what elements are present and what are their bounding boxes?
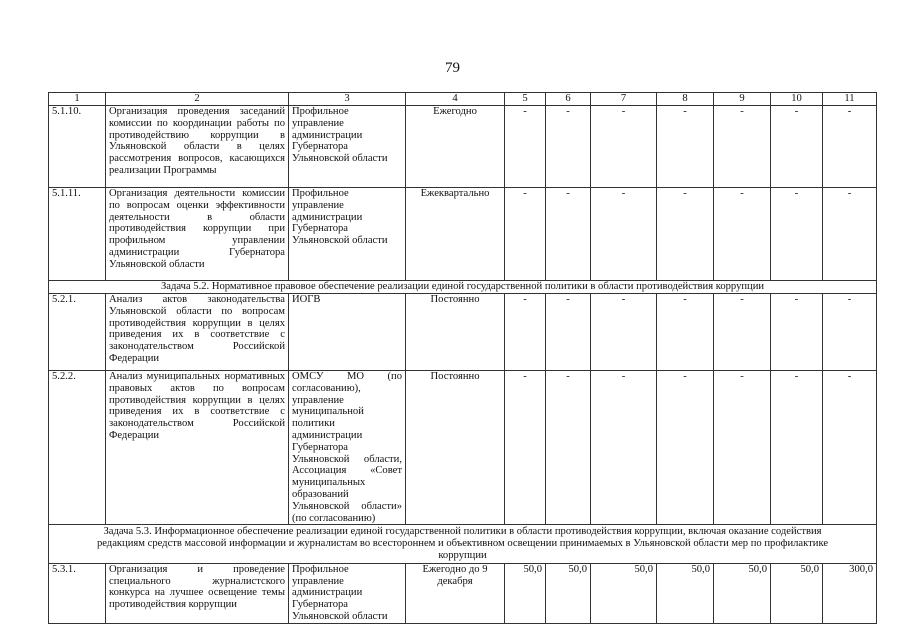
column-number: 6	[546, 93, 591, 106]
term-text: Ежегодно	[406, 106, 505, 188]
task-heading: Задача 5.2. Нормативное правовое обеспечение реализации единой государственной политики в области противодействия коррупции	[49, 281, 877, 294]
task-heading: Задача 5.3. Информационное обеспечение реализации единой государственной политики в области противодействия коррупции, включая оказание содействия редакциям средств массовой информации и журналистам во всестороннем и объективном освещении принимаемых в Ульяновской области мер по профилактике коррупции	[49, 525, 877, 563]
value-cell: -	[823, 371, 877, 525]
measure-text: Анализ муниципальных нормативных правовых актов по вопросам противодействия коррупции в целях приведения их в соответствие с законодательством Российской Федерации	[106, 371, 289, 525]
value-cell: -	[657, 294, 714, 371]
task-heading-row	[49, 525, 877, 563]
value-cell: 50,0	[657, 563, 714, 623]
measure-text: Анализ актов законодательства Ульяновской области по вопросам противодействия коррупции в целях приведения их в соответствие с законодательством Российской Федерации	[106, 294, 289, 371]
page-number: 79	[445, 60, 460, 76]
executor-text: Профильное управление администрации Губернатора Ульяновской области	[289, 106, 406, 188]
executor-text: Профильное управление администрации Губернатора Ульяновской области	[289, 563, 406, 623]
table-row	[49, 563, 877, 623]
value-cell: -	[505, 188, 546, 281]
value-cell: -	[657, 106, 714, 188]
row-number: 5.1.10.	[49, 106, 106, 188]
table-row	[49, 188, 877, 281]
value-cell: -	[546, 371, 591, 525]
value-cell: -	[591, 188, 657, 281]
value-cell: 300,0	[823, 563, 877, 623]
value-cell: -	[505, 371, 546, 525]
term-text: Ежеквартально	[406, 188, 505, 281]
value-cell: -	[657, 371, 714, 525]
executor-text: ОМСУ МО (по согласованию), управление муниципальной политики администрации Губернатора Ульяновской области, Ассоциация «Совет муниципальных образований Ульяновской области» (по согласованию)	[289, 371, 406, 525]
value-cell: 50,0	[505, 563, 546, 623]
term-text: Постоянно	[406, 294, 505, 371]
row-number: 5.1.11.	[49, 188, 106, 281]
measure-text: Организация деятельности комиссии по вопросам оценки эффективности деятельности в области противодействия коррупции при профильном управлении администрации Губернатора Ульяновской области	[106, 188, 289, 281]
measure-text: Организация проведения заседаний комиссии по координации работы по противодействию коррупции в Ульяновской области в целях рассмотрения вопросов, касающихся реализации Программы	[106, 106, 289, 188]
column-number: 9	[714, 93, 771, 106]
value-cell: -	[823, 294, 877, 371]
value-cell: -	[823, 106, 877, 188]
column-numbers-row	[49, 93, 877, 106]
table-row	[49, 106, 877, 188]
value-cell: -	[657, 188, 714, 281]
value-cell: 50,0	[714, 563, 771, 623]
column-number: 7	[591, 93, 657, 106]
value-cell: -	[505, 294, 546, 371]
row-number: 5.3.1.	[49, 563, 106, 623]
value-cell: -	[714, 188, 771, 281]
term-text: Постоянно	[406, 371, 505, 525]
value-cell: -	[771, 188, 823, 281]
value-cell: -	[546, 188, 591, 281]
measure-text: Организация и проведение специального журналистского конкурса на лучшее освещение темы противодействия коррупции	[106, 563, 289, 623]
value-cell: 50,0	[771, 563, 823, 623]
value-cell: -	[591, 106, 657, 188]
value-cell: -	[823, 188, 877, 281]
value-cell: -	[591, 294, 657, 371]
column-number: 2	[106, 93, 289, 106]
program-table	[48, 92, 877, 624]
row-number: 5.2.2.	[49, 371, 106, 525]
value-cell: 50,0	[591, 563, 657, 623]
table-row	[49, 371, 877, 525]
column-number: 11	[823, 93, 877, 106]
value-cell: -	[714, 371, 771, 525]
column-number: 1	[49, 93, 106, 106]
value-cell: -	[505, 106, 546, 188]
column-number: 4	[406, 93, 505, 106]
value-cell: -	[771, 371, 823, 525]
value-cell: -	[546, 106, 591, 188]
column-number: 5	[505, 93, 546, 106]
row-number: 5.2.1.	[49, 294, 106, 371]
value-cell: -	[771, 294, 823, 371]
column-number: 8	[657, 93, 714, 106]
value-cell: -	[591, 371, 657, 525]
value-cell: -	[771, 106, 823, 188]
value-cell: -	[714, 106, 771, 188]
value-cell: -	[546, 294, 591, 371]
value-cell: 50,0	[546, 563, 591, 623]
executor-text: ИОГВ	[289, 294, 406, 371]
column-number: 3	[289, 93, 406, 106]
task-heading-row	[49, 281, 877, 294]
executor-text: Профильное управление администрации Губернатора Ульяновской области	[289, 188, 406, 281]
value-cell: -	[714, 294, 771, 371]
column-number: 10	[771, 93, 823, 106]
table-row	[49, 294, 877, 371]
term-text: Ежегодно до 9 декабря	[406, 563, 505, 623]
